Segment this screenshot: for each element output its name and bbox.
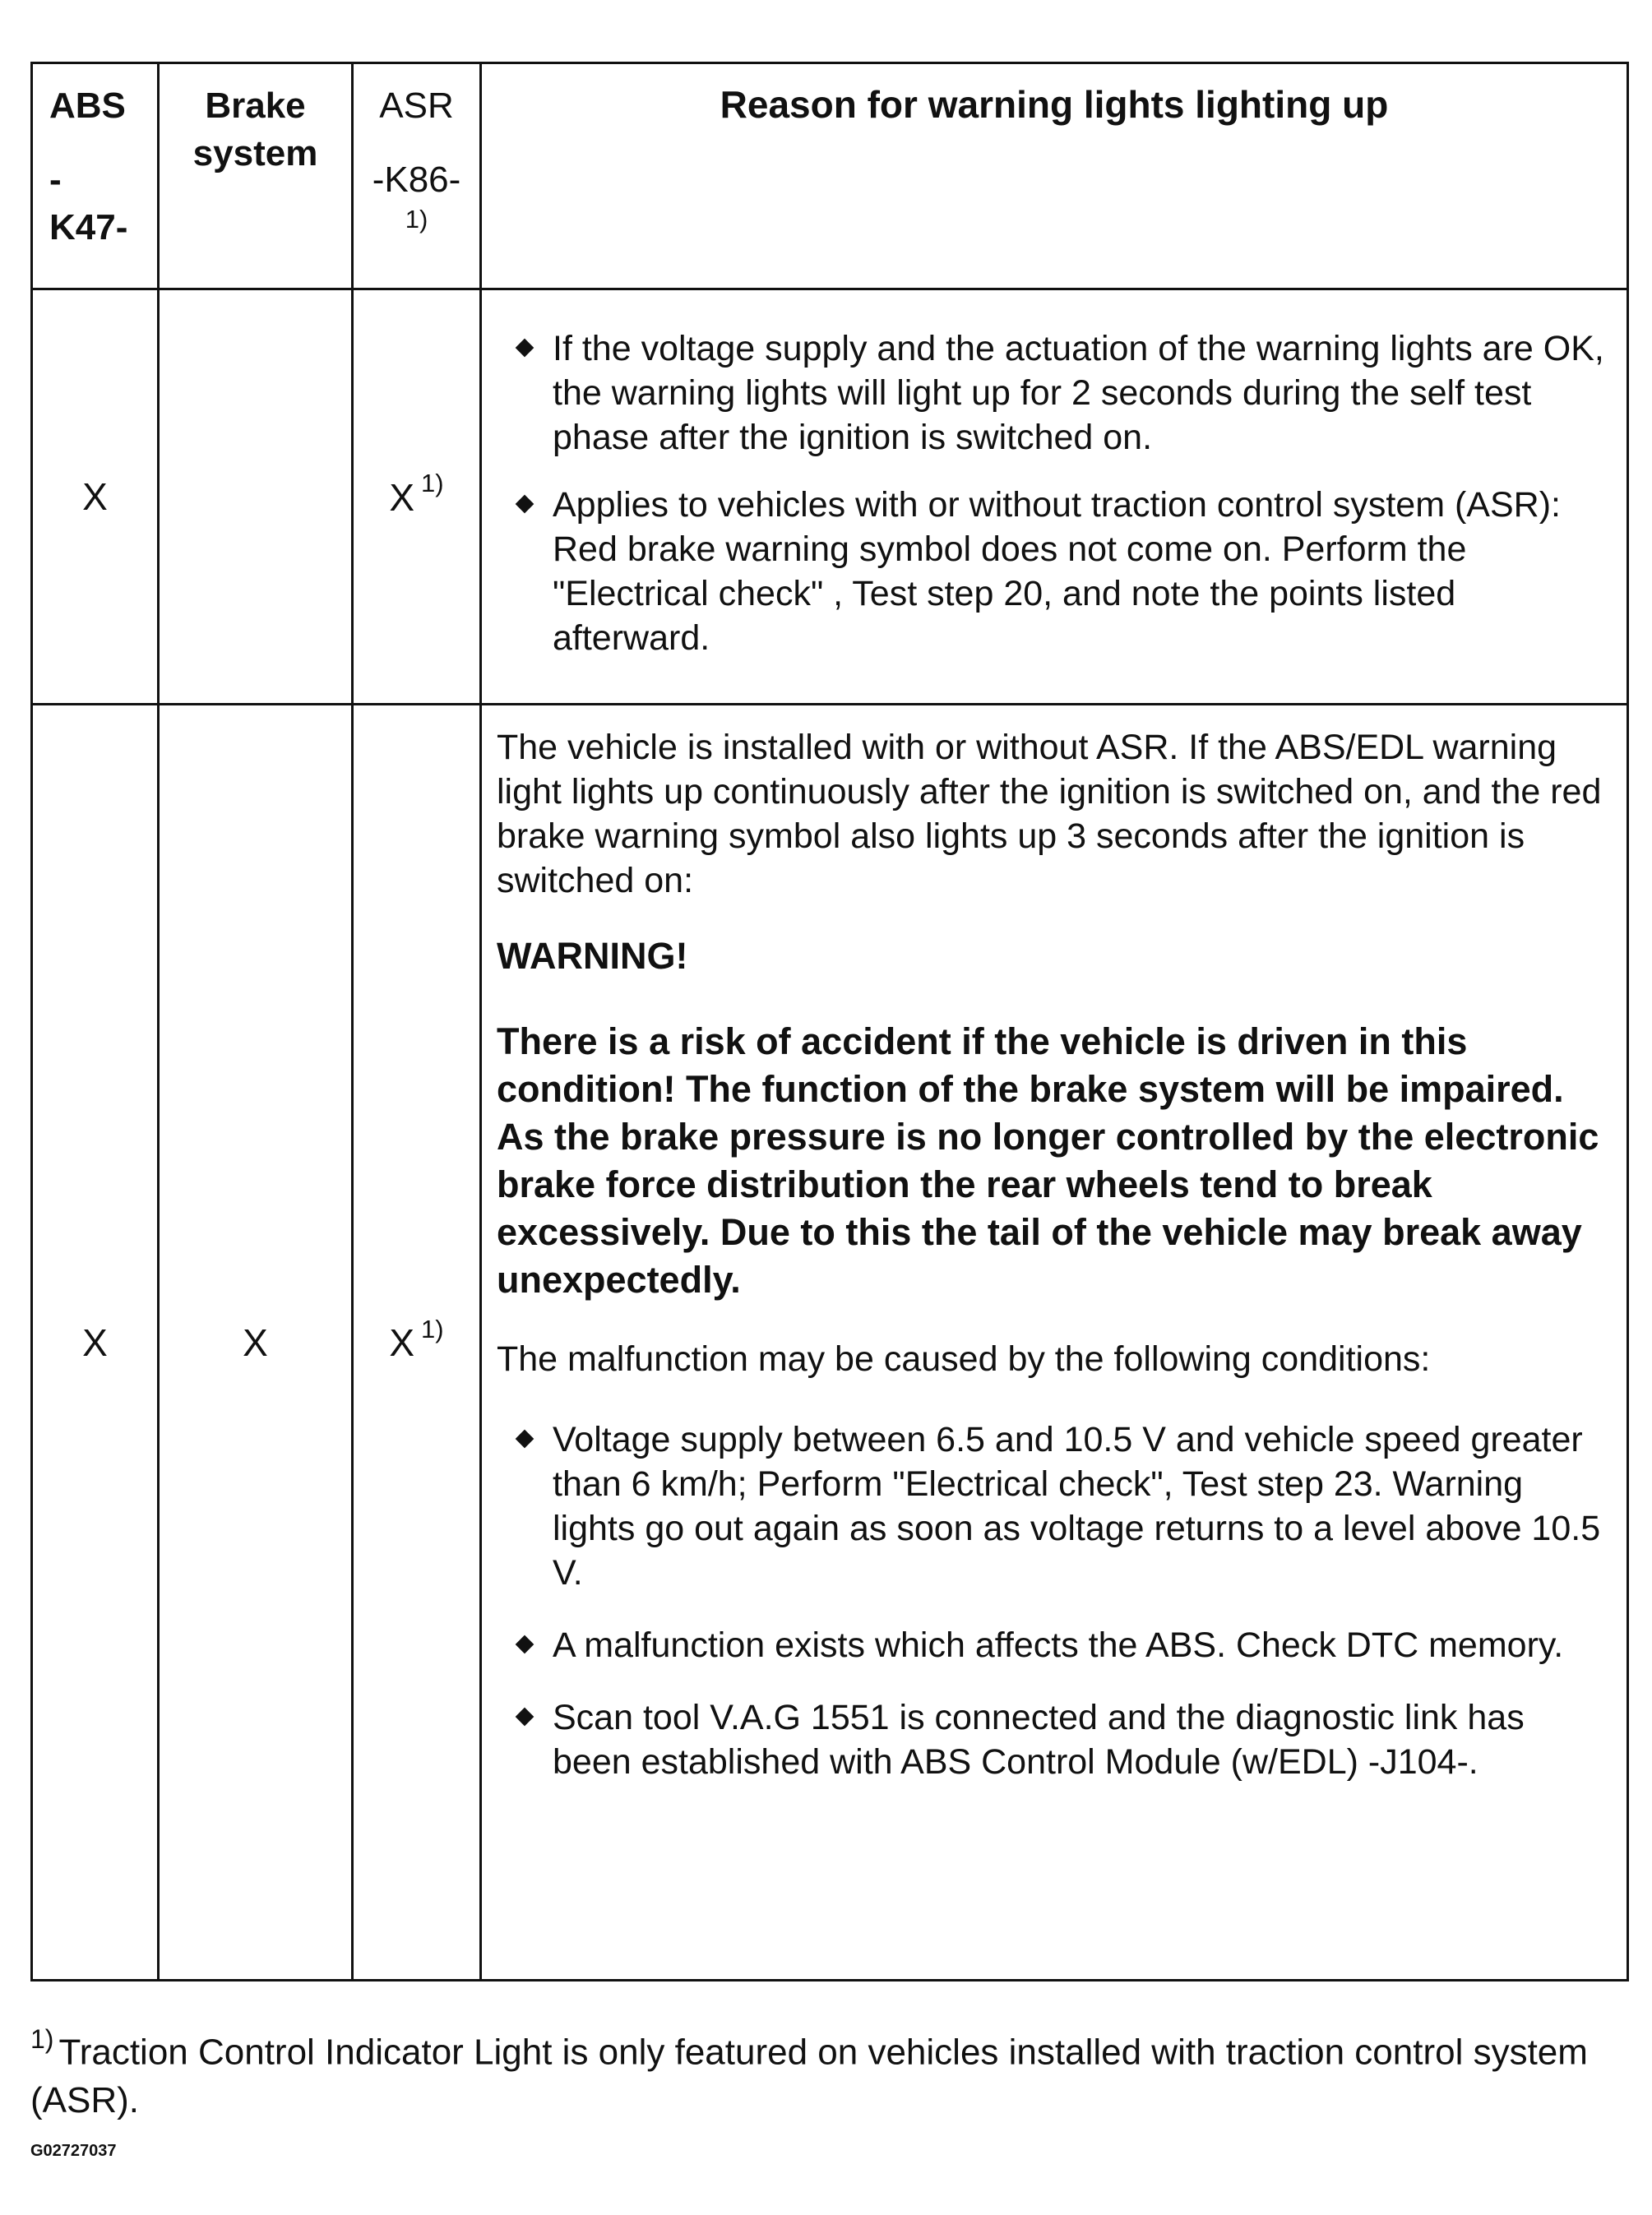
list-item	[497, 326, 1608, 460]
header-brake-line1: Brake	[205, 86, 306, 126]
table-row	[32, 289, 1628, 705]
warning-text: There is a risk of accident if the vehicle is driven in this condition! The function of the brake system will be impaired. As the brake pressure is no longer controlled by the electronic brake force distribution the rear wheels tend to break excessively. Due to this the tail of the vehicle may break away unexpectedly.	[497, 1020, 1599, 1301]
row1-asr-footnote-ref: 1)	[421, 469, 444, 498]
list-item	[497, 483, 1608, 660]
figure-id: G02727037	[30, 2142, 117, 2160]
diamond-bullet-icon	[516, 1430, 534, 1449]
list-item	[497, 1417, 1608, 1595]
diamond-bullet-icon	[516, 339, 534, 358]
list-item	[497, 1695, 1608, 1784]
row1-brake-mark	[159, 289, 353, 705]
row2-bullet-text: Voltage supply between 6.5 and 10.5 V and vehicle speed greater than 6 km/h; Perform "Electrical check", Test step 23. Warning lights go out again as soon as voltage returns to a level above 10.5 V.	[553, 1420, 1601, 1593]
row1-asr-mark	[353, 289, 481, 705]
header-abs	[32, 63, 159, 289]
row1-bullet-text: If the voltage supply and the actuation of the warning lights are OK, the warning lights will light up for 2 seconds during the self test phase after the ignition is switched on.	[553, 329, 1604, 457]
row2-asr-mark	[353, 705, 481, 1981]
header-asr-line1: ASR	[379, 86, 454, 126]
row1-reason	[481, 289, 1628, 705]
row1-asr-x: X	[389, 475, 415, 519]
table-row	[32, 705, 1628, 1981]
diamond-bullet-icon	[516, 1635, 534, 1654]
warning-lights-table	[30, 62, 1629, 1981]
row2-asr-x: X	[389, 1321, 415, 1365]
conditions-intro: The malfunction may be caused by the following conditions:	[497, 1339, 1431, 1379]
header-abs-line2: -	[49, 160, 62, 201]
header-asr-line2: -K86-	[372, 160, 461, 201]
row2-brake-mark: X	[159, 705, 353, 1981]
row2-abs-mark: X	[32, 705, 159, 1981]
list-item	[497, 1623, 1608, 1667]
warning-title: WARNING!	[497, 935, 688, 977]
header-brake-system	[159, 63, 353, 289]
row1-abs-mark: X	[32, 289, 159, 705]
header-asr-footnote-ref: 1)	[405, 205, 428, 234]
row2-intro: The vehicle is installed with or without ASR. If the ABS/EDL warning light lights up continuously after the ignition is switched on, and the red brake warning symbol also lights up 3 seconds after the ignition is switched on:	[497, 728, 1602, 900]
row2-bullet-text: Scan tool V.A.G 1551 is connected and the diagnostic link has been established with ABS Control Module (w/EDL) -J104-.	[553, 1698, 1525, 1782]
row2-reason	[481, 705, 1628, 1981]
footnote-text: Traction Control Indicator Light is only featured on vehicles installed with traction control system (ASR).	[30, 2032, 1588, 2120]
row1-bullet-text: Applies to vehicles with or without traction control system (ASR): Red brake warning symbol does not come on. Perform the "Electrical check" , Test step 20, and note the points listed afterward.	[553, 485, 1561, 658]
header-reason: Reason for warning lights lighting up	[481, 63, 1628, 289]
row2-asr-footnote-ref: 1)	[421, 1314, 444, 1343]
header-abs-line3: K47-	[49, 207, 128, 248]
header-row	[32, 63, 1628, 289]
row2-bullet-text: A malfunction exists which affects the ABS. Check DTC memory.	[553, 1625, 1564, 1665]
footnote	[30, 2018, 1617, 2125]
header-asr	[353, 63, 481, 289]
header-brake-line2: system	[192, 133, 318, 174]
header-abs-line1: ABS	[49, 86, 126, 126]
footnote-marker: 1)	[30, 2024, 54, 2054]
diamond-bullet-icon	[516, 495, 534, 514]
diamond-bullet-icon	[516, 1708, 534, 1727]
